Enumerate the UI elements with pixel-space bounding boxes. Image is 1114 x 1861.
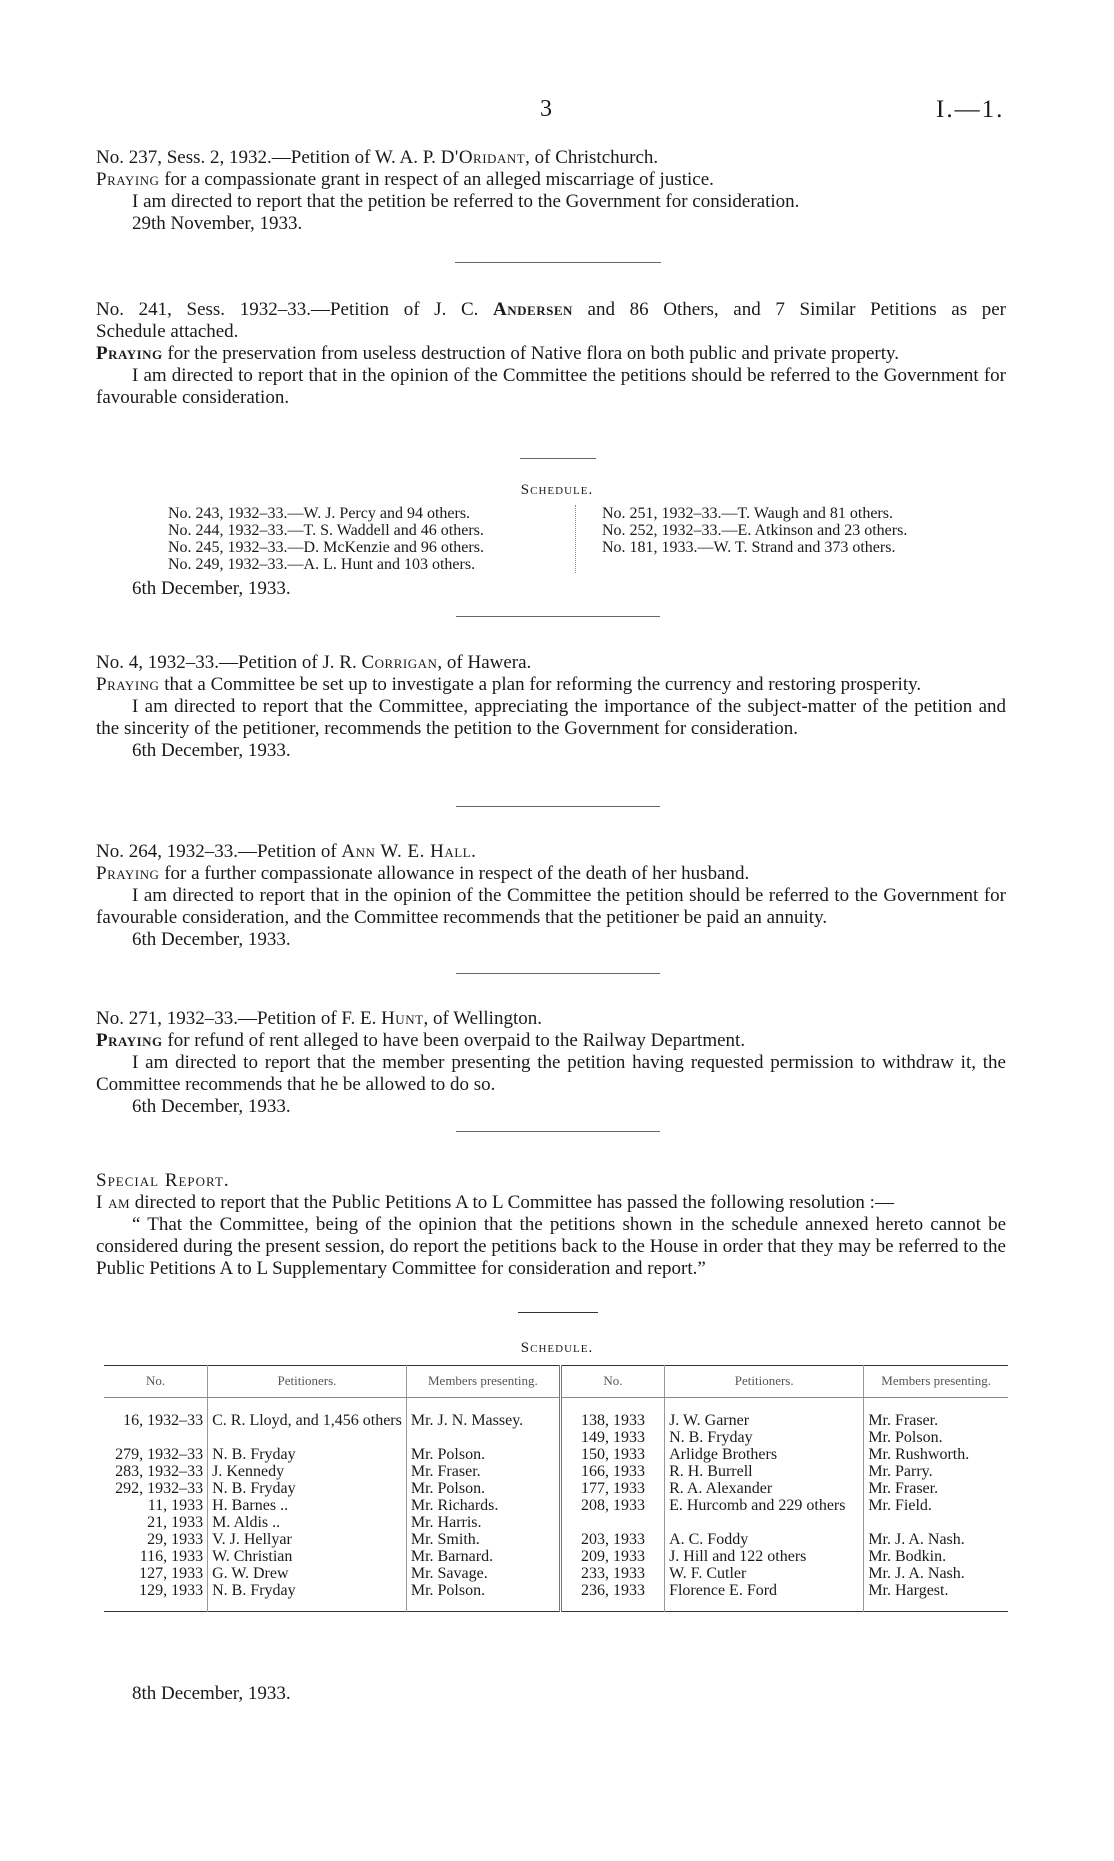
cell-member: Mr. Rushworth.: [864, 1446, 1008, 1463]
table-row: [104, 1463, 1008, 1480]
column-header-members: Members presenting.: [406, 1366, 560, 1398]
cell-petitioners: W. Christian: [208, 1548, 407, 1565]
report-date: 6th December, 1933.: [132, 929, 291, 950]
cell-no: 149, 1933: [560, 1429, 664, 1446]
cell-petitioners: J. W. Garner: [665, 1398, 864, 1430]
schedule-entry: No. 181, 1933.—W. T. Strand and 373 others.: [602, 539, 896, 556]
table-row: [104, 1398, 1008, 1430]
cell-petitioners: R. H. Burrell: [665, 1463, 864, 1480]
schedule-entry: No. 249, 1932–33.—A. L. Hunt and 103 others.: [168, 556, 476, 573]
cell-petitioners: N. B. Fryday: [208, 1480, 407, 1497]
cell-no: 177, 1933: [560, 1480, 664, 1497]
table-row: [104, 1582, 1008, 1612]
schedule-entry: No. 251, 1932–33.—T. Waugh and 81 others.: [602, 505, 893, 522]
petition-title: No. 264, 1932–33.—Petition of Ann W. E. Hall.: [96, 841, 476, 862]
petition-title: No. 271, 1932–33.—Petition of F. E. Hunt, of Wellington.: [96, 1008, 542, 1029]
cell-petitioners: G. W. Drew: [208, 1565, 407, 1582]
schedule-table: [104, 1365, 1008, 1612]
cell-member: Mr. Richards.: [406, 1497, 560, 1514]
cell-petitioners: J. Hill and 122 others: [665, 1548, 864, 1565]
petition-237: [96, 147, 1006, 235]
cell-no: 127, 1933: [139, 1565, 204, 1582]
cell-petitioners: Arlidge Brothers: [665, 1446, 864, 1463]
section-divider: [520, 458, 596, 459]
cell-member: [406, 1429, 560, 1446]
report-paragraph: I am directed to report that in the opinion of the Committee the petition should be referred to the Government for favourable consideration, and the Committee recommends that the petitioner be paid an annuity.: [96, 885, 1006, 928]
schedule-heading: Schedule.: [520, 482, 594, 498]
schedule-right-column: [602, 505, 907, 556]
special-report-resolution: “ That the Committee, being of the opinion that the petitions shown in the schedule annexed hereto cannot be considered during the present session, do report the petitions back to the House in order that they may be referred to the Public Petitions A to L Supplementary Committee for consideration and report.”: [96, 1214, 1006, 1279]
cell-petitioners: N. B. Fryday: [208, 1446, 407, 1463]
special-report-heading: Special Report.: [96, 1170, 230, 1191]
table-row: [104, 1548, 1008, 1565]
section-divider: [455, 262, 661, 263]
cell-member: Mr. Polson.: [406, 1446, 560, 1463]
petition-4: [96, 652, 1006, 762]
schedule-entry: No. 252, 1932–33.—E. Atkinson and 23 others.: [602, 522, 908, 539]
cell-no: 279, 1932–33: [115, 1446, 204, 1463]
cell-petitioners: A. C. Foddy: [665, 1531, 864, 1548]
cell-member: [864, 1514, 1008, 1531]
schedule-column-separator: [575, 505, 576, 573]
cell-petitioners: N. B. Fryday: [665, 1429, 864, 1446]
schedule-entry: No. 244, 1932–33.—T. S. Waddell and 46 others.: [168, 522, 484, 539]
cell-member: Mr. J. A. Nash.: [864, 1565, 1008, 1582]
cell-member: Mr. J. N. Massey.: [406, 1398, 560, 1430]
table-row: [104, 1446, 1008, 1463]
special-report-intro: I am directed to report that the Public Petitions A to L Committee has passed the following resolution :—: [96, 1192, 894, 1213]
cell-member: Mr. Field.: [864, 1497, 1008, 1514]
cell-member: Mr. Harris.: [406, 1514, 560, 1531]
cell-member: Mr. Polson.: [406, 1480, 560, 1497]
praying-paragraph: Praying that a Committee be set up to investigate a plan for reforming the currency and restoring prosperity.: [96, 674, 922, 695]
petition-241-date: [96, 578, 1006, 600]
report-paragraph: I am directed to report that the Committee, appreciating the importance of the subject-matter of the petition and the sincerity of the petitioner, recommends the petition to the Government for consideration.: [96, 696, 1006, 739]
section-divider: [456, 806, 660, 807]
cell-no: 203, 1933: [560, 1531, 664, 1548]
cell-no: [560, 1514, 664, 1531]
cell-petitioners: H. Barnes ..: [208, 1497, 407, 1514]
petition-title-line2: Schedule attached.: [96, 321, 239, 342]
cell-member: Mr. J. A. Nash.: [864, 1531, 1008, 1548]
cell-member: Mr. Savage.: [406, 1565, 560, 1582]
cell-no: 236, 1933: [560, 1582, 664, 1612]
cell-no: 283, 1932–33: [115, 1463, 204, 1480]
report-date: 6th December, 1933.: [132, 1096, 291, 1117]
column-header-no: No.: [104, 1366, 208, 1398]
cell-member: Mr. Bodkin.: [864, 1548, 1008, 1565]
table-row: [104, 1565, 1008, 1582]
petition-title: No. 237, Sess. 2, 1932.—Petition of W. A. P. D'Oridant, of Christchurch.: [96, 147, 659, 168]
cell-member: Mr. Barnard.: [406, 1548, 560, 1565]
table-row: [104, 1514, 1008, 1531]
report-date: 6th December, 1933.: [132, 740, 291, 761]
cell-petitioners: V. J. Hellyar: [208, 1531, 407, 1548]
cell-no: 292, 1932–33: [115, 1480, 204, 1497]
cell-member: Mr. Parry.: [864, 1463, 1008, 1480]
praying-paragraph: Praying for a compassionate grant in respect of an alleged miscarriage of justice.: [96, 169, 714, 190]
petition-241: [96, 299, 1006, 409]
cell-petitioners: W. F. Cutler: [665, 1565, 864, 1582]
section-divider: [518, 1312, 598, 1313]
page-number: 3: [540, 96, 552, 122]
cell-member: Mr. Fraser.: [406, 1463, 560, 1480]
cell-petitioners: J. Kennedy: [208, 1463, 407, 1480]
column-header-petitioners: Petitioners.: [665, 1366, 864, 1398]
cell-no: 11, 1933: [147, 1497, 204, 1514]
praying-paragraph: Praying for the preservation from useless destruction of Native flora on both public and private property.: [96, 343, 900, 364]
cell-no: 150, 1933: [560, 1446, 664, 1463]
cell-no: 21, 1933: [147, 1514, 204, 1531]
cell-no: 208, 1933: [560, 1497, 664, 1514]
schedule-date-block: [96, 1683, 1006, 1705]
report-date: 6th December, 1933.: [132, 578, 291, 599]
cell-petitioners: C. R. Lloyd, and 1,456 others: [208, 1398, 407, 1447]
table-row: [104, 1531, 1008, 1548]
schedule-entry: No. 243, 1932–33.—W. J. Percy and 94 others.: [168, 505, 471, 522]
cell-no: 29, 1933: [147, 1531, 204, 1548]
report-paragraph: I am directed to report that the member presenting the petition having requested permission to withdraw it, the Committee recommends that he be allowed to do so.: [96, 1052, 1006, 1095]
cell-member: Mr. Polson.: [406, 1582, 560, 1612]
schedule-left-column: [168, 505, 484, 573]
schedule-table-heading: Schedule.: [520, 1340, 594, 1356]
cell-no: 138, 1933: [560, 1398, 664, 1430]
table-row: [104, 1497, 1008, 1514]
report-paragraph: I am directed to report that the petition be referred to the Government for consideration.: [132, 191, 800, 212]
cell-member: Mr. Fraser.: [864, 1398, 1008, 1430]
section-divider: [456, 616, 660, 617]
cell-petitioners: N. B. Fryday: [208, 1582, 407, 1612]
section-divider: [456, 1131, 660, 1132]
praying-paragraph: Praying for a further compassionate allowance in respect of the death of her husband.: [96, 863, 750, 884]
cell-member: Mr. Hargest.: [864, 1582, 1008, 1612]
column-header-petitioners: Petitioners.: [208, 1366, 407, 1398]
section-divider: [456, 973, 660, 974]
cell-no: [104, 1429, 208, 1446]
cell-no: 233, 1933: [560, 1565, 664, 1582]
schedule-entry: No. 245, 1932–33.—D. McKenzie and 96 others.: [168, 539, 484, 556]
cell-no: 16, 1932–33: [123, 1412, 204, 1429]
cell-no: 209, 1933: [560, 1548, 664, 1565]
special-report: [96, 1170, 1006, 1280]
cell-petitioners: E. Hurcomb and 229 others: [665, 1497, 864, 1531]
petition-title: No. 241, Sess. 1932–33.—Petition of J. C. Andersen and 86 Others, and 7 Similar Petitions as per: [96, 299, 1006, 320]
column-header-members: Members presenting.: [864, 1366, 1008, 1398]
praying-paragraph: Praying for refund of rent alleged to have been overpaid to the Railway Department.: [96, 1030, 746, 1051]
cell-no: 129, 1933: [139, 1582, 204, 1599]
cell-no: 116, 1933: [139, 1548, 204, 1565]
petition-title: No. 4, 1932–33.—Petition of J. R. Corrigan, of Hawera.: [96, 652, 532, 673]
table-header-row: [104, 1366, 1008, 1398]
petition-271: [96, 1008, 1006, 1118]
petition-264: [96, 841, 1006, 951]
cell-petitioners: M. Aldis ..: [208, 1514, 407, 1531]
cell-member: Mr. Fraser.: [864, 1480, 1008, 1497]
report-date: 29th November, 1933.: [132, 213, 303, 234]
column-header-no: No.: [560, 1366, 664, 1398]
paper-reference: I.—1.: [936, 96, 1005, 123]
cell-petitioners: R. A. Alexander: [665, 1480, 864, 1497]
report-paragraph: I am directed to report that in the opinion of the Committee the petitions should be referred to the Government for favourable consideration.: [96, 365, 1006, 408]
table-row: [104, 1480, 1008, 1497]
cell-member: Mr. Smith.: [406, 1531, 560, 1548]
cell-no: 166, 1933: [560, 1463, 664, 1480]
cell-member: Mr. Polson.: [864, 1429, 1008, 1446]
schedule-date: 8th December, 1933.: [132, 1683, 291, 1704]
cell-petitioners: Florence E. Ford: [665, 1582, 864, 1612]
